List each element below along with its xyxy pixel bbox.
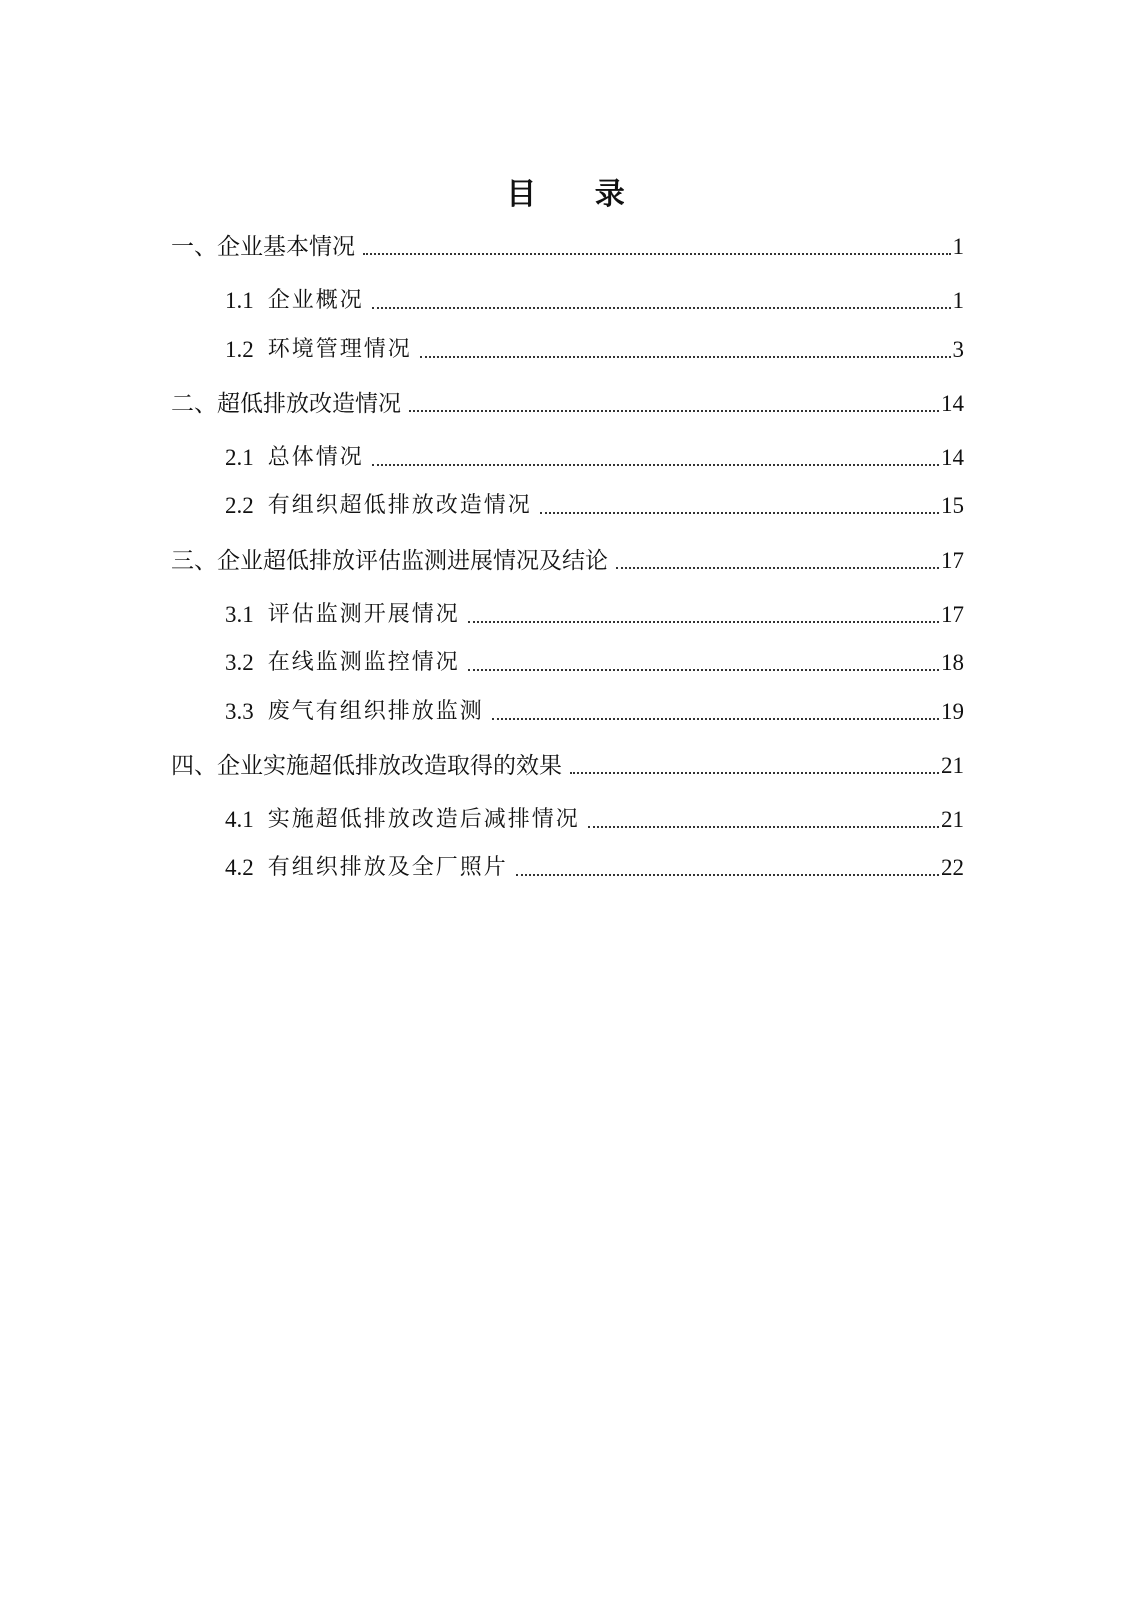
toc-entry-page: 15 [941, 493, 964, 518]
dot-leader [588, 826, 939, 828]
toc-entry-label: 企业概况 [267, 288, 364, 313]
toc-title: 目 录 [506, 177, 649, 213]
toc-entry-page: 17 [941, 602, 964, 627]
dot-leader [616, 567, 939, 569]
toc-entry-label: 在线监测监控情况 [267, 650, 460, 675]
toc-entry-number: 一、 [171, 234, 217, 260]
toc-entry-2-2[interactable] [225, 487, 964, 521]
toc-entry-label: 企业实施超低排放改造取得的效果 [217, 753, 562, 779]
toc-entry-section-3[interactable] [171, 542, 964, 576]
toc-entry-page: 14 [941, 445, 964, 470]
toc-entry-number: 四、 [171, 753, 217, 779]
toc-entry-number: 4.1 [225, 807, 254, 832]
toc-entry-page: 21 [941, 753, 964, 778]
toc-entry-page: 17 [941, 548, 964, 573]
toc-entry-label: 总体情况 [267, 445, 364, 470]
dot-leader [540, 512, 939, 514]
toc-entry-label: 企业超低排放评估监测进展情况及结论 [217, 548, 608, 574]
dot-leader [468, 621, 939, 623]
toc-entry-number: 3.3 [225, 699, 254, 724]
toc-entry-number: 2.1 [225, 445, 254, 470]
toc-entry-3-3[interactable] [225, 693, 964, 727]
toc-entry-label: 废气有组织排放监测 [267, 699, 484, 724]
toc-entry-page: 22 [941, 855, 964, 880]
toc-entry-page: 14 [941, 391, 964, 416]
toc-entry-label: 评估监测开展情况 [267, 602, 460, 627]
toc-entry-2-1[interactable] [225, 439, 964, 473]
toc-entry-3-2[interactable] [225, 644, 964, 678]
toc-entry-label: 超低排放改造情况 [217, 391, 401, 417]
toc-entry-1-2[interactable] [225, 331, 964, 365]
toc-entry-number: 二、 [171, 391, 217, 417]
toc-entry-label: 有组织排放及全厂照片 [267, 855, 508, 880]
toc-entry-number: 1.1 [225, 288, 254, 313]
dot-leader [468, 669, 939, 671]
dot-leader [372, 464, 939, 466]
toc-entry-label: 有组织超低排放改造情况 [267, 493, 532, 518]
toc-entry-label: 企业基本情况 [217, 234, 355, 260]
dot-leader [363, 253, 951, 255]
toc-entry-4-2[interactable] [225, 849, 964, 883]
toc-entry-1-1[interactable] [225, 282, 964, 316]
toc-entry-number: 4.2 [225, 855, 254, 880]
dot-leader [372, 307, 951, 309]
toc-entry-3-1[interactable] [225, 596, 964, 630]
dot-leader [492, 718, 939, 720]
dot-leader [409, 410, 939, 412]
toc-entry-page: 21 [941, 807, 964, 832]
dot-leader [570, 772, 939, 774]
toc-entry-page: 1 [952, 234, 964, 259]
dot-leader [420, 356, 951, 358]
toc-entry-4-1[interactable] [225, 801, 964, 835]
toc-entry-section-2[interactable] [171, 385, 964, 419]
toc-entry-number: 2.2 [225, 493, 254, 518]
toc-entry-number: 三、 [171, 548, 217, 574]
toc-entry-number: 1.2 [225, 337, 254, 362]
toc-entry-section-1[interactable] [171, 228, 964, 262]
toc-entry-page: 18 [941, 650, 964, 675]
toc-entry-section-4[interactable] [171, 747, 964, 781]
toc-entry-label: 实施超低排放改造后减排情况 [267, 807, 580, 832]
toc-entry-number: 3.1 [225, 602, 254, 627]
toc-entry-page: 19 [941, 699, 964, 724]
toc-entry-label: 环境管理情况 [267, 337, 412, 362]
dot-leader [516, 874, 939, 876]
toc-entry-page: 3 [952, 337, 964, 362]
toc-entry-number: 3.2 [225, 650, 254, 675]
toc-entry-page: 1 [952, 288, 964, 313]
